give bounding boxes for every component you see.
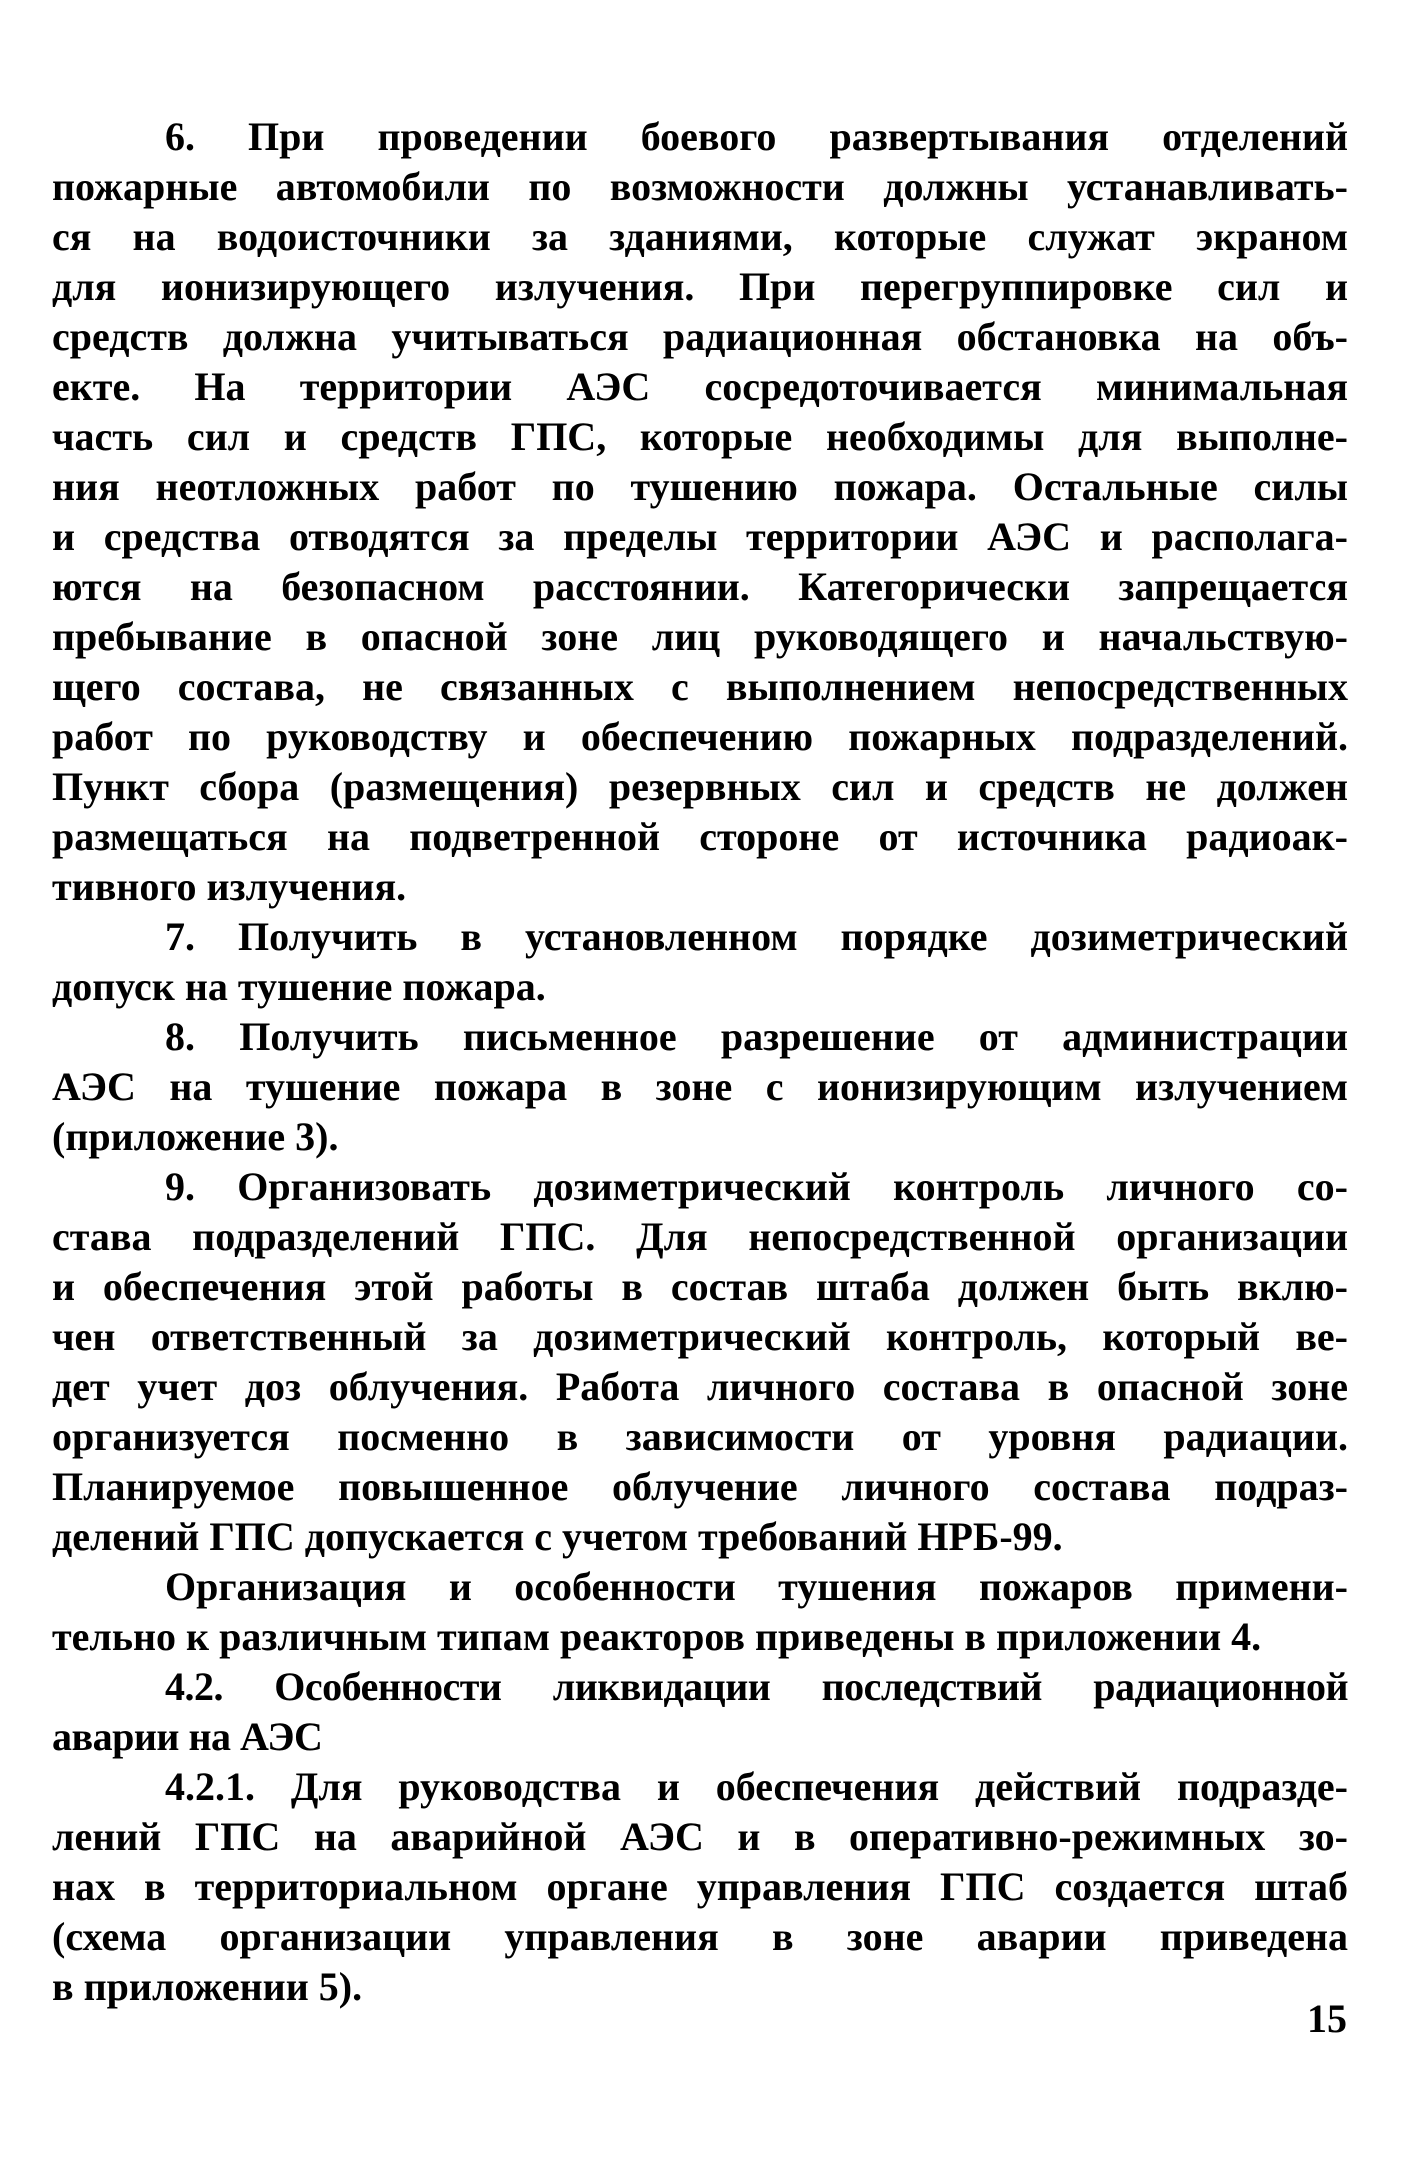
text-line: часть сил и средств ГПС, которые необходимы для выполне- [52, 414, 1348, 459]
text-line: и средства отводятся за пределы территории АЭС и располага- [52, 514, 1348, 559]
text-line: 4.2.1. Для руководства и обеспечения действий подразде- [165, 1764, 1348, 1809]
text-line: размещаться на подветренной стороне от источника радиоак- [52, 814, 1348, 859]
text-line: ния неотложных работ по тушению пожара. Остальные силы [52, 464, 1348, 509]
text-line: нах в территориальном органе управления ГПС создается штаб [52, 1864, 1348, 1909]
paragraph-item-8 [52, 1012, 1348, 1162]
paragraph-item-9 [52, 1162, 1348, 1562]
text-line: Организация и особенности тушения пожаров примени- [165, 1564, 1348, 1609]
text-line: средств должна учитываться радиационная обстановка на объ- [52, 314, 1348, 359]
text-line: чен ответственный за дозиметрический контроль, который ве- [52, 1314, 1348, 1359]
text-line: Пункт сбора (размещения) резервных сил и средств не должен [52, 764, 1348, 809]
text-line: става подразделений ГПС. Для непосредственной организации [52, 1214, 1348, 1259]
text-line: тивного излучения. [52, 864, 407, 909]
page-number: 15 [1307, 1996, 1347, 2041]
text-line: 8. Получить письменное разрешение от администрации [165, 1014, 1348, 1059]
text-line: Планируемое повышенное облучение личного состава подраз- [52, 1464, 1348, 1509]
text-line: и обеспечения этой работы в состав штаба должен быть вклю- [52, 1264, 1348, 1309]
text-line: 9. Организовать дозиметрический контроль личного со- [165, 1164, 1348, 1209]
text-line: пребывание в опасной зоне лиц руководящего и начальствую- [52, 614, 1348, 659]
section-heading [52, 1662, 1348, 1762]
document-page [52, 112, 1348, 2012]
paragraph-item-4-2-1 [52, 1762, 1348, 2012]
text-line: (схема организации управления в зоне аварии приведена [52, 1914, 1348, 1959]
text-line: 4.2. Особенности ликвидации последствий радиационной [165, 1664, 1348, 1709]
text-line: ются на безопасном расстоянии. Категорически запрещается [52, 564, 1348, 609]
paragraph-organization-note [52, 1562, 1348, 1662]
text-line: пожарные автомобили по возможности должны устанавливать- [52, 164, 1348, 209]
text-line: дет учет доз облучения. Работа личного состава в опасной зоне [52, 1364, 1348, 1409]
paragraph-item-6 [52, 112, 1348, 912]
text-line: (приложение 3). [52, 1114, 339, 1159]
paragraph-item-7 [52, 912, 1348, 1012]
text-line: екте. На территории АЭС сосредоточивается минимальная [52, 364, 1348, 409]
text-line: аварии на АЭС [52, 1714, 323, 1759]
text-line: 7. Получить в установленном порядке дозиметрический [165, 914, 1348, 959]
text-line: работ по руководству и обеспечению пожарных подразделений. [52, 714, 1348, 759]
text-line: в приложении 5). [52, 1964, 363, 2009]
text-line: допуск на тушение пожара. [52, 964, 546, 1009]
text-line: лений ГПС на аварийной АЭС и в оперативно-режимных зо- [52, 1814, 1348, 1859]
text-line: 6. При проведении боевого развертывания отделений [165, 114, 1348, 159]
text-line: тельно к различным типам реакторов приведены в приложении 4. [52, 1614, 1262, 1659]
text-line: АЭС на тушение пожара в зоне с ионизирующим излучением [52, 1064, 1348, 1109]
text-line: организуется посменно в зависимости от уровня радиации. [52, 1414, 1348, 1459]
text-line: для ионизирующего излучения. При перегруппировке сил и [52, 264, 1348, 309]
text-line: ся на водоисточники за зданиями, которые служат экраном [52, 214, 1348, 259]
text-line: делений ГПС допускается с учетом требований НРБ-99. [52, 1514, 1063, 1559]
text-line: щего состава, не связанных с выполнением непосредственных [52, 664, 1348, 709]
